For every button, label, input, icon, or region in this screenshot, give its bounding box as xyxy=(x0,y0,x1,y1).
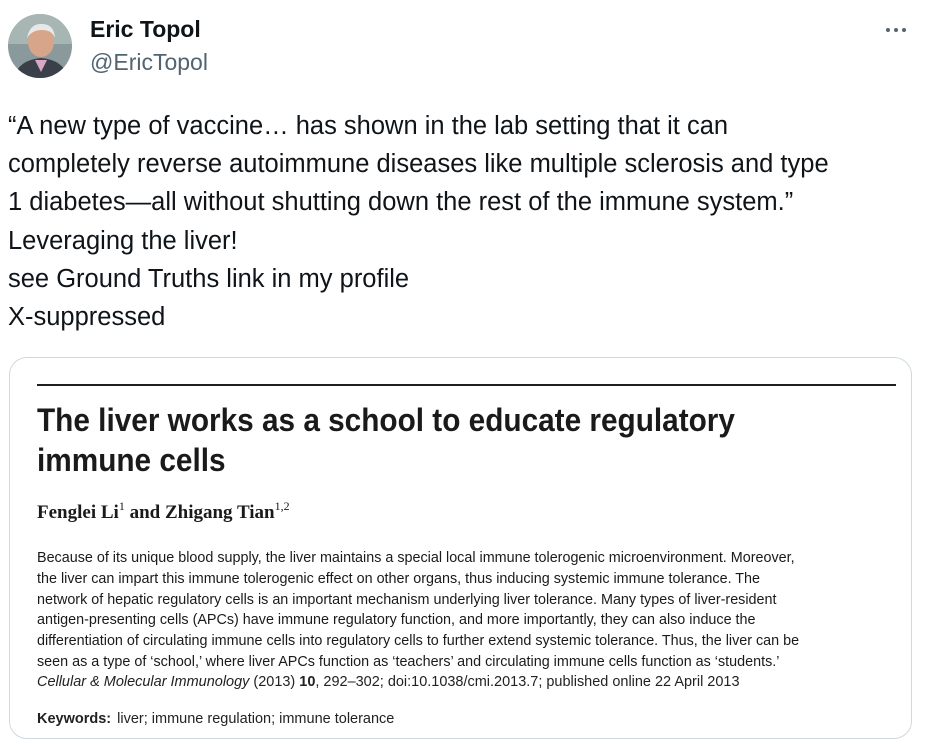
paper-keywords xyxy=(37,709,394,729)
attached-image-card[interactable] xyxy=(9,357,912,739)
author-1-affiliation: 1 xyxy=(118,499,125,513)
tweet-text-line: Leveraging the liver! xyxy=(8,226,238,255)
author-name[interactable]: Eric Topol xyxy=(90,16,201,42)
avatar-image xyxy=(8,14,72,78)
keywords-value: liver; immune regulation; immune tolerance xyxy=(117,711,395,727)
tweet-text-line: completely reverse autoimmune diseases like multiple sclerosis and type xyxy=(8,150,829,179)
tweet-text-line: 1 diabetes—all without shutting down the rest of the immune system.” xyxy=(8,188,794,217)
citation-year: (2013) xyxy=(249,673,300,690)
avatar[interactable] xyxy=(8,14,72,78)
abstract-line: network of hepatic regulatory cells is an important mechanism underlying liver tolerance. Many types of liver-resident xyxy=(37,590,777,608)
citation-details: , 292–302; doi:10.1038/cmi.2013.7; published online 22 April 2013 xyxy=(315,673,740,690)
paper-abstract xyxy=(37,548,869,673)
more-options-button[interactable] xyxy=(880,16,912,44)
paper-authors xyxy=(37,500,290,526)
title-rule xyxy=(37,384,896,386)
author-2: Zhigang Tian xyxy=(164,502,275,523)
author-2-affiliation: 1,2 xyxy=(274,499,290,513)
citation-journal: Cellular & Molecular Immunology xyxy=(37,673,250,690)
tweet-text-line: X-suppressed xyxy=(8,303,166,332)
citation-volume: 10 xyxy=(299,673,316,690)
abstract-line: differentiation of circulating immune cells into regulatory cells to further extend systemic tolerance. Thus, the liver can be xyxy=(37,632,800,650)
tweet-text-line: “A new type of vaccine… has shown in the lab setting that it can xyxy=(8,112,729,140)
author-handle[interactable]: @EricTopol xyxy=(90,49,208,75)
tweet-text-line: see Ground Truths link in my profile xyxy=(8,264,410,293)
author-1: Fenglei Li xyxy=(37,502,119,523)
tweet-text xyxy=(8,107,923,336)
abstract-line: the liver can impart this immune tolerogenic effect on other organs, thus inducing systemic immune tolerance. The xyxy=(37,569,761,587)
author-conjunction: and xyxy=(124,502,165,523)
abstract-line: Because of its unique blood supply, the liver maintains a special local immune tolerogenic microenvironment. Moreover, xyxy=(37,549,795,566)
abstract-line: antigen-presenting cells (APCs) have immune regulatory function, and more importantly, they can also induce the xyxy=(37,611,756,629)
paper-citation xyxy=(37,672,867,692)
keywords-label: Keywords: xyxy=(37,711,112,727)
more-horizontal-icon xyxy=(884,26,908,34)
abstract-line: seen as a type of ‘school,’ where liver APCs function as ‘teachers’ and circulating immune cells function as ‘students.’ xyxy=(37,652,780,670)
paper-title: The liver works as a school to educate regulatory immune cells xyxy=(37,402,735,478)
